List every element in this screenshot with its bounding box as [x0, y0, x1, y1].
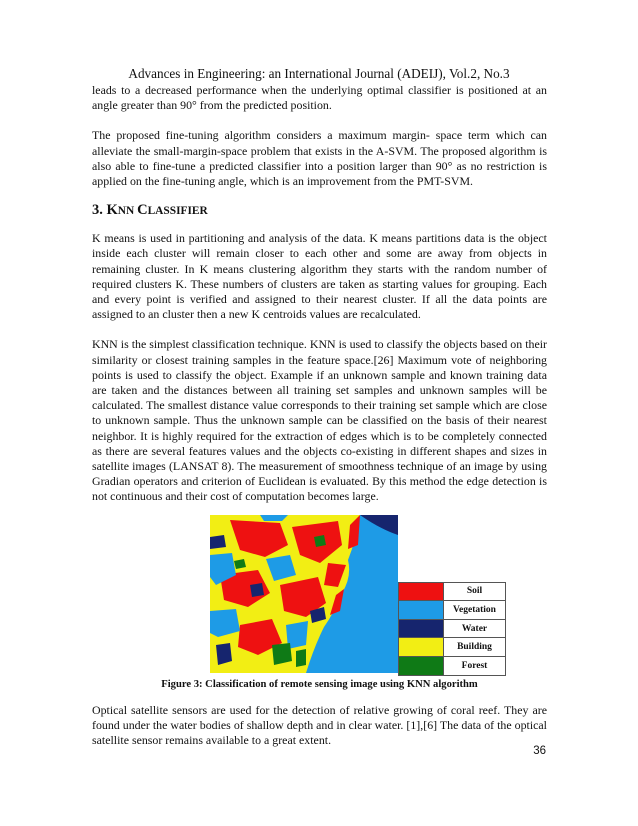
paragraph-5: Optical satellite sensors are used for the detection of relative growing of coral reef. They are found under the water bodies of shallow depth and in clear water. [1],[6] The data of the optical satellite sensor remains available to a great extent.: [92, 702, 547, 748]
legend-label: Forest: [461, 660, 488, 671]
legend-row-water: [399, 620, 505, 639]
page-content: [92, 83, 547, 748]
legend-label: Soil: [466, 586, 483, 597]
legend-swatch: [399, 583, 444, 601]
figure-caption: Figure 3: Classification of remote sensing image using KNN algorithm: [161, 678, 478, 690]
legend-label: Building: [457, 642, 492, 653]
map-legend: [398, 582, 506, 676]
legend-row-forest: [399, 657, 505, 675]
legend-row-soil: [399, 583, 505, 602]
figure-3: [92, 505, 547, 675]
legend-swatch: [399, 657, 444, 675]
paragraph-3: K means is used in partitioning and analysis of the data. K means partitions data is the object inside each cluster will remain closer to each other and some are away from objects in remaining cluster. In K means clustering algorithm they starts with the random number of required clusters K. These numbers of clusters are taken as starting values for grouping. Each and every point is verified and assigned to their nearest cluster. If all the data points are assigned to an cluster then a new K centroids values are recalculated.: [92, 231, 547, 322]
legend-swatch: [399, 601, 444, 619]
running-header: Advances in Engineering: an International Journal (ADEIJ), Vol.2, No.3: [128, 66, 510, 81]
legend-row-vegetation: [399, 601, 505, 620]
legend-swatch: [399, 620, 444, 638]
legend-label: Water: [461, 623, 488, 634]
legend-label: Vegetation: [453, 605, 496, 616]
section-heading: 3. KNN CLASSIFIER: [92, 202, 208, 219]
page-number: 36: [533, 745, 546, 757]
legend-swatch: [399, 638, 444, 656]
paragraph-1: leads to a decreased performance when the underlying optimal classifier is positioned at an angle greater than 90° from the predicted position.: [92, 83, 547, 113]
classified-satellite-map: [210, 515, 398, 673]
paragraph-4: KNN is the simplest classification technique. KNN is used to classify the objects based on their similarity or closest training samples in the feature space.[26] Maximum vote of neighboring points is used to classify the object. Example if an unknown sample and known training data are taken and the distances between all training set samples and unknown samples will be calculated. The smallest distance value corresponds to their training set sample which are close to unknown sample. Thus the unknown sample can be classified on the basis of their nearest neighbor. It is highly required for the extraction of edges which is to be completely connected as there are several features values and the objects co-existing in different shapes and sizes in satellite images (LANSAT 8). The measurement of smoothness technique of an image by using Gradian operators and criterion of Euclidean is evaluated. By this method the edge detection is not continuous and their cost of computation becomes large.: [92, 337, 547, 504]
legend-row-building: [399, 638, 505, 657]
paragraph-2: The proposed fine-tuning algorithm considers a maximum margin- space term which can alleviate the small-margin-space problem that exists in the A-SVM. The proposed algorithm is also able to fine-tune a predicted classifier into a position larger than 90° as no restriction is applied on the fine-tuning angle, which is an improvement from the PMT-SVM.: [92, 128, 547, 189]
